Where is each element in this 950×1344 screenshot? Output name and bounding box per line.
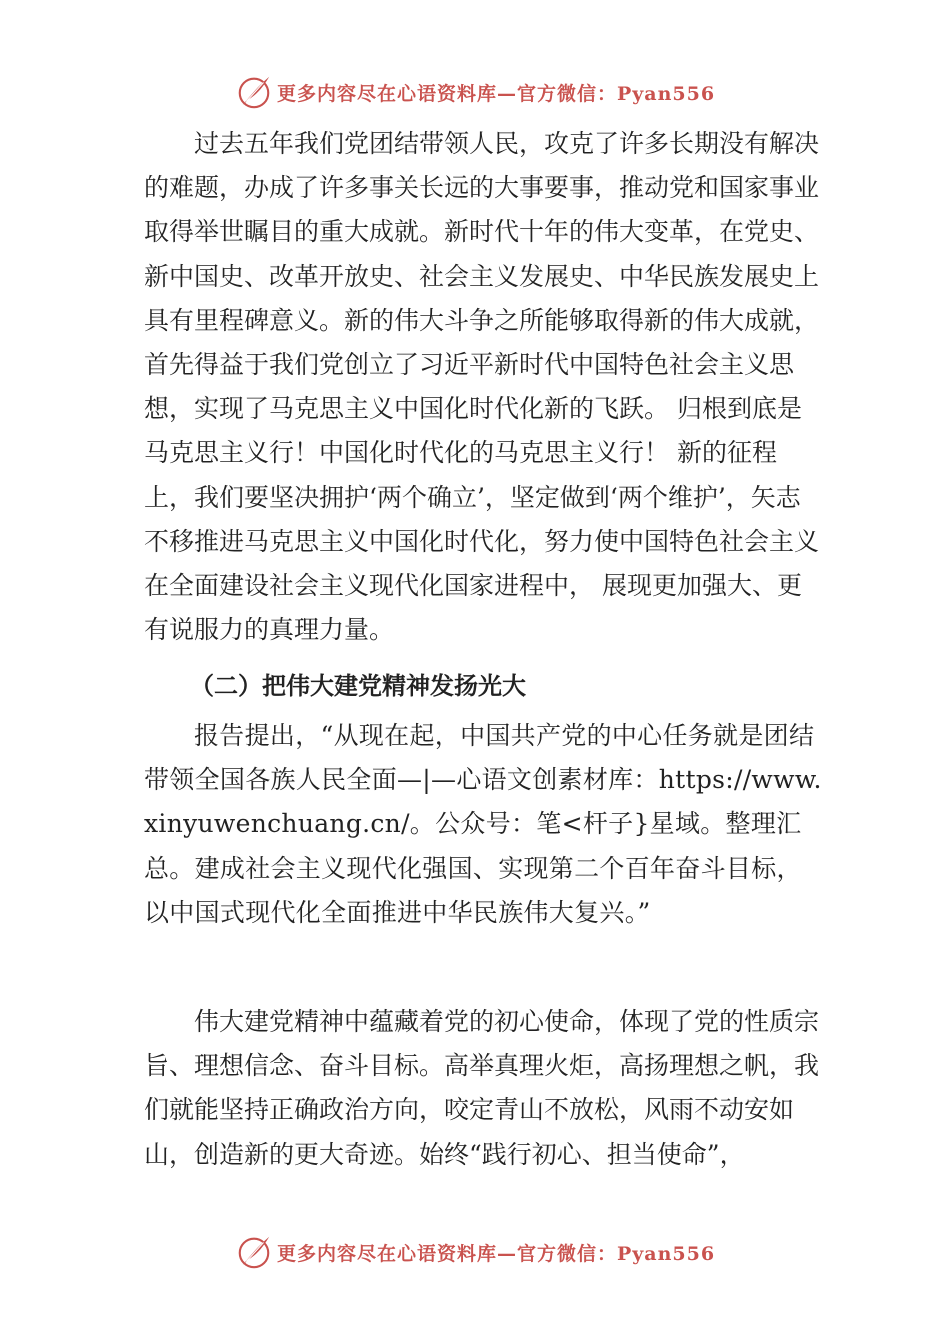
quill-logo-icon: [235, 73, 273, 111]
paragraph-2: 报告提出，“从现在起，中国共产党的中心任务就是团结带领全国各族人民全面—|—心语文创素材库：https://www.xinyuwenchuang.cn/。公众号：笔<杆子}星域。整理汇总。建成社会主义现代化强国、实现第二个百年奋斗目标，以中国式现代化全面推进中华民族伟大复兴。”: [144, 721, 822, 927]
footer-banner: [0, 1230, 950, 1274]
section-heading: （二）把伟大建党精神发扬光大: [190, 672, 526, 700]
paragraph-1: 过去五年我们党团结带领人民，攻克了许多长期没有解决的难题，办成了许多事关长远的大事要事，推动党和国家事业取得举世瞩目的重大成就。新时代十年的伟大变革，在党史、新中国史、改革开放史、社会主义发展史、中华民族发展史上具有里程碑意义。新的伟大斗争之所能够取得新的伟大成就，首先得益于我们党创立了习近平新时代中国特色社会主义思想，实现了马克思主义中国化时代化新的飞跃。 归根到底是马克思主义行！中国化时代化的马克思主义行！ 新的征程上，我们要坚决拥护‘两个确立’，坚定做到‘两个维护’，矢志不移推进马克思主义中国化时代化，努力使中国特色社会主义在全面建设社会主义现代化国家进程中， 展现更加强大、更有说服力的真理力量。: [144, 129, 820, 645]
quill-logo-icon: [235, 1233, 273, 1271]
header-banner: [0, 70, 950, 114]
footer-banner-text: 更多内容尽在心语资料库—官方微信：Pyan556: [276, 1242, 716, 1265]
paragraph-3: 伟大建党精神中蕴藏着党的初心使命，体现了党的性质宗旨、理想信念、奋斗目标。高举真理火炬，高扬理想之帆，我们就能坚持正确政治方向，咬定青山不放松，风雨不动安如山，创造新的更大奇迹。始终“践行初心、担当使命”，: [144, 1007, 820, 1169]
header-banner-text: 更多内容尽在心语资料库—官方微信：Pyan556: [276, 82, 716, 105]
